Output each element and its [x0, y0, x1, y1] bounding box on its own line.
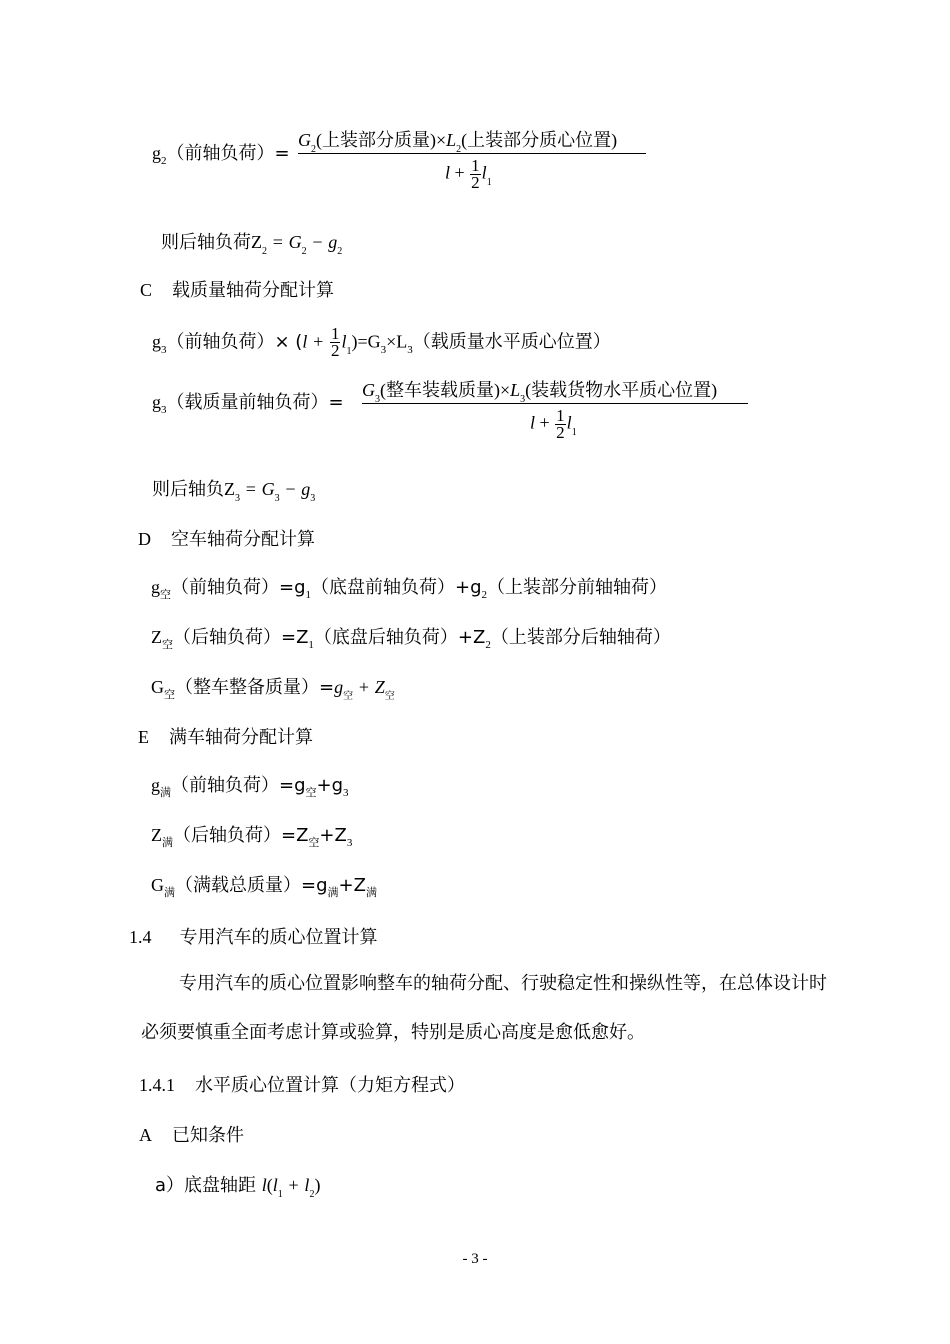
eq-g3a-times-sub: 3 [407, 343, 413, 356]
d-line-z-mid: （底盘后轴负荷）+Z [313, 627, 486, 648]
e-line-G-text: （满载总质量）=g [175, 875, 328, 896]
d-line-z-s2: 2 [485, 639, 491, 651]
eq-g3a-g-sub: 3 [161, 343, 167, 356]
eq-g3b-half-top: 1 [556, 406, 565, 425]
e-line-z-sym: Z [151, 825, 162, 845]
e-line-z [151, 824, 352, 849]
section-1-4-heading [129, 926, 378, 949]
e-line-g-s2: 3 [343, 787, 349, 799]
eq-g3a-rhs: =G [357, 331, 381, 352]
z3-line [152, 478, 315, 504]
eq-g3a-times: ×L [386, 331, 408, 352]
d-line-z-s1: 1 [308, 639, 314, 651]
eq-g2-half-top: 1 [471, 156, 480, 175]
eq-g3b-num-G: G [362, 380, 375, 400]
d-line-z-text: （后轴负荷）=Z [173, 627, 309, 648]
d-line-G [151, 676, 395, 702]
d-line-G-plus: + [358, 677, 369, 697]
section-1-4-1-number: 1.4.1 [139, 1075, 175, 1095]
e-line-g-s1: 空 [305, 786, 317, 799]
d-line-g-end: （上装部分前轴轴荷） [487, 577, 668, 598]
section-e-letter: E [138, 727, 149, 747]
item-a-l2-sub: 2 [309, 1189, 315, 1200]
eq-g3a-l1: l [341, 331, 347, 352]
eq-g3b-fraction-bar [362, 403, 748, 404]
eq-g3b-den-plus: + [539, 412, 550, 433]
eq-g2-num-L: L [446, 130, 457, 150]
section-d-letter: D [138, 529, 151, 549]
eq-g2-denominator [445, 158, 492, 191]
eq-g2-fraction [298, 126, 648, 196]
eq-g2-numerator [298, 126, 618, 155]
eq-g3b-num-L-sub: 3 [520, 394, 526, 405]
eq-g3b-g-sub: 3 [161, 404, 167, 416]
section-1-4-1-heading [139, 1074, 465, 1097]
z2-minus: − [312, 232, 323, 252]
e-line-z-sym-sub: 满 [162, 836, 173, 849]
item-a-l1: l [272, 1175, 278, 1195]
eq-g2-lhs [152, 142, 290, 167]
eq-g2-g: g [152, 143, 161, 163]
eq-g2-den-l: l [445, 162, 451, 183]
section-c-title: 载质量轴荷分配计算 [172, 280, 335, 301]
eq-g2-den-half [470, 158, 481, 191]
d-line-z-sym: Z [151, 627, 162, 647]
section-a-title: 已知条件 [172, 1125, 244, 1146]
z3-G: G [261, 479, 275, 499]
e-line-g [151, 774, 349, 799]
d-line-G-g-sub: 空 [343, 691, 354, 702]
section-d-title: 空车轴荷分配计算 [171, 529, 315, 550]
e-line-G-s2: 满 [365, 886, 377, 899]
eq-g2-label: （前轴负荷）= [166, 143, 290, 164]
d-line-G-text: （整车整备质量）= [175, 677, 335, 698]
e-line-G-sym-sub: 满 [164, 886, 175, 899]
d-line-G-g: g [334, 677, 344, 697]
z2-g-sub: 2 [337, 246, 343, 257]
section-1-4-title: 专用汽车的质心位置计算 [179, 927, 378, 948]
e-line-z-mid: +Z [319, 825, 347, 846]
d-line-g-sym: g [151, 577, 160, 597]
eq-g3b-num-text1: (整车装载质量)× [380, 380, 511, 400]
eq-g3b-den-l1: l [566, 412, 572, 433]
e-line-G-mid: +Z [338, 875, 366, 896]
section-c-letter: C [140, 280, 153, 300]
e-line-G [151, 874, 377, 899]
d-line-G-Z-sub: 空 [384, 691, 395, 702]
eq-g3b-g: g [152, 392, 161, 412]
z3-Z-sub: 3 [235, 493, 240, 504]
eq-g2-num-text1: (上装部分质量)× [316, 130, 447, 150]
item-a-label: a）底盘轴距 [155, 1175, 257, 1196]
eq-g3a-half [330, 326, 341, 359]
z2-Z: Z [251, 232, 262, 252]
eq-g3b-den-l: l [530, 412, 536, 433]
d-line-G-sym: G [151, 677, 164, 697]
e-line-g-sym-sub: 满 [160, 786, 171, 799]
eq-g2-fraction-bar [298, 153, 646, 154]
paragraph-line-2: 必须要慎重全面考虑计算或验算，特别是质心高度是愈低愈好。 [141, 1022, 645, 1043]
z2-G-sub: 2 [301, 246, 307, 257]
eq-g3b-label: （载质量前轴负荷）= [166, 392, 344, 413]
e-line-g-mid: +g [316, 775, 344, 796]
eq-g2-den-l1-sub: 1 [486, 176, 492, 188]
d-line-z [151, 626, 671, 651]
item-a-close: ) [314, 1175, 321, 1195]
eq-g3b-lhs [152, 391, 344, 416]
z2-line [161, 231, 342, 257]
z3-g-sub: 3 [310, 493, 316, 504]
section-e-heading [138, 726, 313, 749]
eq-g3b-fraction [362, 376, 752, 448]
eq-g2-den-l1: l [481, 162, 487, 183]
section-1-4-number: 1.4 [129, 927, 152, 947]
eq-g3b-num-text2: (装载货物水平质心位置) [525, 380, 718, 400]
e-line-G-sym: G [151, 875, 164, 895]
d-line-g-mid: （底盘前轴负荷）+g [311, 577, 482, 598]
z2-prefix: 则后轴负荷 [161, 232, 251, 253]
section-1-4-1-title: 水平质心位置计算（力矩方程式） [195, 1075, 465, 1096]
eq-g3a-close: ) [351, 331, 358, 352]
page-number: - 3 - [462, 1251, 488, 1267]
eq-g3b-num-G-sub: 3 [375, 394, 380, 405]
item-a-open: ( [266, 1175, 273, 1195]
eq-g3a-tail: （载质量水平质心位置） [412, 331, 611, 353]
d-line-g-sym-sub: 空 [160, 588, 171, 601]
d-line-z-end: （上装部分后轴轴荷） [490, 627, 671, 648]
eq-g3b-den-l1-sub: 1 [571, 426, 577, 438]
d-line-g-s1: 1 [305, 589, 312, 601]
z3-Z: Z [224, 479, 235, 499]
e-line-g-sym: g [151, 775, 160, 795]
paragraph-line-1: 专用汽车的质心位置影响整车的轴荷分配、行驶稳定性和操纵性等，在总体设计时 [179, 973, 827, 994]
e-line-G-s1: 满 [327, 886, 339, 899]
section-e-title: 满车轴荷分配计算 [169, 727, 313, 748]
eq-g3a-g: g [152, 331, 161, 352]
z3-g: g [301, 479, 311, 499]
z3-eq: = [245, 479, 256, 499]
z2-eq: = [272, 232, 283, 252]
z2-g: g [328, 232, 338, 252]
section-a-heading [139, 1124, 244, 1147]
eq-g3a-label: （前轴负荷）× ( [166, 331, 303, 353]
section-c-heading [140, 279, 334, 302]
eq-g3-a [152, 326, 611, 359]
eq-g3a-half-bot: 2 [330, 341, 340, 360]
eq-g3b-half-bot: 2 [556, 423, 565, 442]
item-a-wheelbase [155, 1174, 320, 1200]
d-line-G-sym-sub: 空 [164, 688, 175, 701]
d-line-g-text: （前轴负荷）=g [171, 577, 306, 598]
e-line-z-s1: 空 [308, 836, 320, 849]
eq-g3b-den-half [555, 408, 566, 441]
eq-g3b-denominator [530, 408, 577, 441]
item-a-l: l [261, 1175, 267, 1195]
item-a-l1-sub: 1 [277, 1189, 283, 1200]
eq-g2-den-plus: + [454, 162, 465, 183]
d-line-z-sym-sub: 空 [162, 638, 173, 651]
eq-g3a-half-top: 1 [330, 324, 340, 343]
z2-G: G [288, 232, 302, 252]
d-line-G-Z: Z [374, 677, 385, 697]
eq-g3a-rhs-sub: 3 [380, 343, 387, 356]
eq-g3a-l: l [302, 331, 308, 352]
eq-g3b-numerator [362, 376, 718, 405]
d-line-g [151, 576, 667, 601]
z3-minus: − [285, 479, 296, 499]
eq-g2-num-text2: (上装部分质心位置) [461, 130, 618, 150]
eq-g3b-num-L: L [510, 380, 521, 400]
d-line-g-s2: 2 [481, 589, 488, 601]
section-d-heading [138, 528, 315, 551]
e-line-z-text: （后轴负荷）=Z [173, 825, 309, 846]
eq-g2-num-G-sub: 2 [311, 144, 316, 155]
eq-g2-num-L-sub: 2 [456, 144, 462, 155]
z2-Z-sub: 2 [262, 246, 267, 257]
eq-g3a-l1-sub: 1 [346, 345, 352, 357]
e-line-g-text: （前轴负荷）=g [171, 775, 306, 796]
e-line-z-s2: 3 [346, 837, 353, 849]
eq-g2-half-bot: 2 [471, 173, 480, 192]
eq-g2-g-sub: 2 [161, 155, 167, 167]
z3-prefix: 则后轴负 [152, 479, 224, 500]
section-a-letter: A [139, 1125, 152, 1145]
item-a-l2: l [304, 1175, 310, 1195]
item-a-plus: + [288, 1175, 299, 1195]
eq-g2-num-G: G [298, 130, 311, 150]
eq-g3a-plus: + [313, 331, 324, 352]
z3-G-sub: 3 [274, 493, 280, 504]
